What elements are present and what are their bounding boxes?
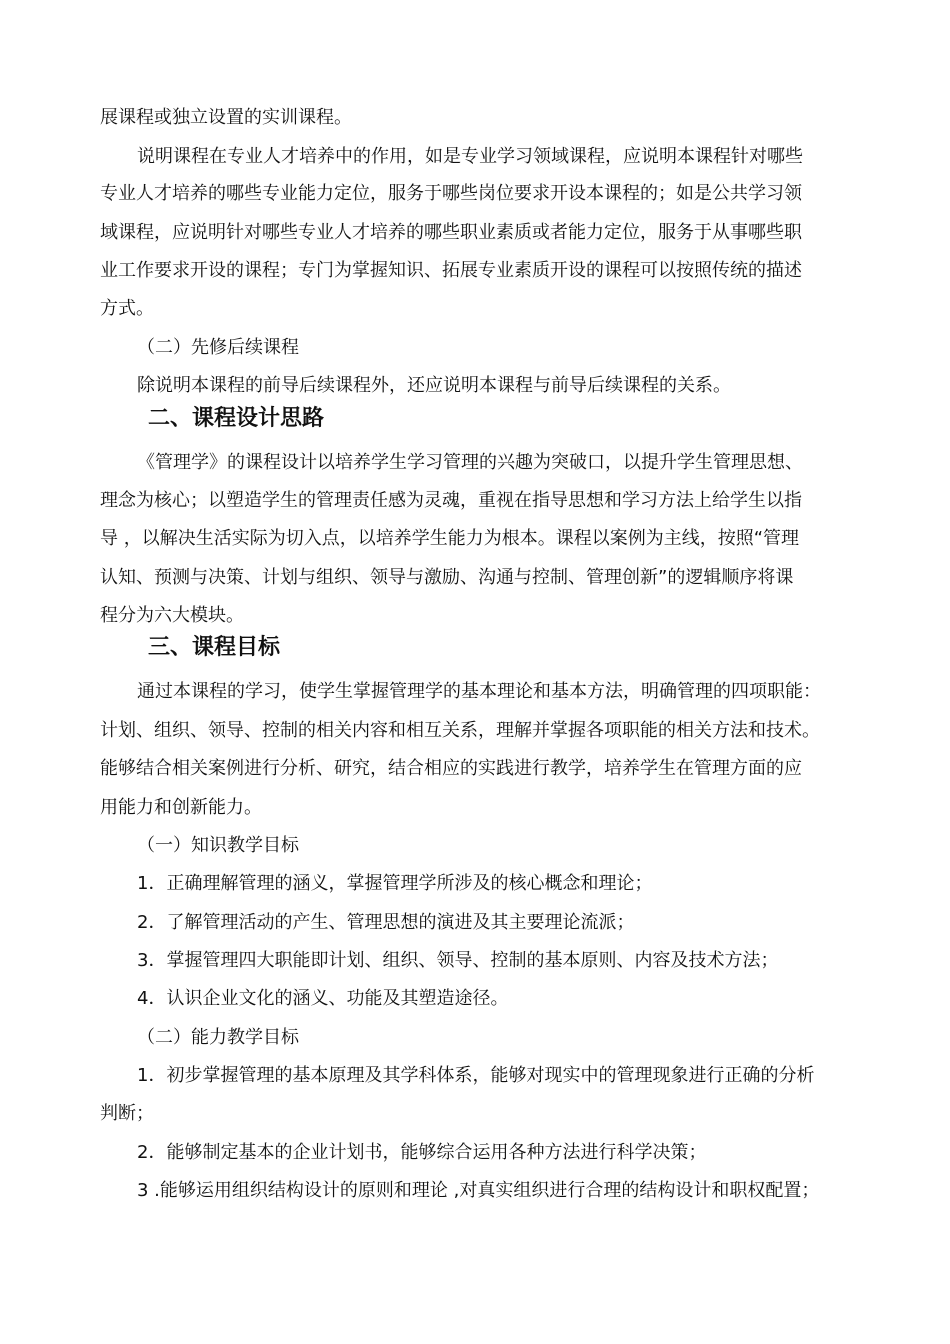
text-line: 计划、组织、领导、控制的相关内容和相互关系，理解并掌握各项职能的相关方法和技术。 xyxy=(100,720,820,741)
text-line: 业工作要求开设的课程；专门为掌握知识、拓展专业素质开设的课程可以按照传统的描述 xyxy=(100,260,802,281)
text-line: 导 ，以解决生活实际为切入点，以培养学生能力为根本。课程以案例为主线，按照“管理 xyxy=(100,528,800,549)
section-heading: 二、课程设计思路 xyxy=(148,406,325,431)
list-item: 1．正确理解管理的涵义，掌握管理学所涉及的核心概念和理论； xyxy=(137,873,653,894)
subheading: （二）先修后续课程 xyxy=(137,337,299,358)
text-line: 通过本课程的学习，使学生掌握管理学的基本理论和基本方法，明确管理的四项职能： xyxy=(137,681,821,702)
section-heading: 三、课程目标 xyxy=(148,635,281,660)
text-line: 能够结合相关案例进行分析、研究，结合相应的实践进行教学，培养学生在管理方面的应 xyxy=(100,758,802,779)
subheading: （二）能力教学目标 xyxy=(137,1027,299,1048)
text-line: 认知、预测与决策、计划与组织、领导与激励、沟通与控制、管理创新”的逻辑顺序将课 xyxy=(100,567,794,588)
list-item: 3．掌握管理四大职能即计划、组织、领导、控制的基本原则、内容及技术方法； xyxy=(137,950,779,971)
subheading: （一）知识教学目标 xyxy=(137,835,299,856)
text-line: 判断； xyxy=(100,1103,154,1124)
list-item: 1．初步掌握管理的基本原理及其学科体系，能够对现实中的管理现象进行正确的分析 xyxy=(137,1065,815,1086)
list-item: 3 .能够运用组织结构设计的原则和理论 ,对真实组织进行合理的结构设计和职权配置； xyxy=(137,1180,820,1201)
text-line: 《管理学》的课程设计以培养学生学习管理的兴趣为突破口，以提升学生管理思想、 xyxy=(137,452,803,473)
text-line: 程分为六大模块。 xyxy=(100,605,244,626)
text-line: 展课程或独立设置的实训课程。 xyxy=(100,107,352,128)
text-line: 除说明本课程的前导后续课程外，还应说明本课程与前导后续课程的关系。 xyxy=(137,375,731,396)
text-line: 理念为核心；以塑造学生的管理责任感为灵魂，重视在指导思想和学习方法上给学生以指 xyxy=(100,490,802,511)
text-line: 方式。 xyxy=(100,298,154,319)
text-line: 说明课程在专业人才培养中的作用，如是专业学习领域课程，应说明本课程针对哪些 xyxy=(137,146,803,167)
list-item: 2．能够制定基本的企业计划书，能够综合运用各种方法进行科学决策； xyxy=(137,1142,707,1163)
text-line: 域课程，应说明针对哪些专业人才培养的哪些职业素质或者能力定位，服务于从事哪些职 xyxy=(100,222,802,243)
list-item: 4．认识企业文化的涵义、功能及其塑造途径。 xyxy=(137,988,509,1009)
text-line: 用能力和创新能力。 xyxy=(100,797,262,818)
list-item: 2．了解管理活动的产生、管理思想的演进及其主要理论流派； xyxy=(137,912,635,933)
text-line: 专业人才培养的哪些专业能力定位，服务于哪些岗位要求开设本课程的；如是公共学习领 xyxy=(100,183,802,204)
